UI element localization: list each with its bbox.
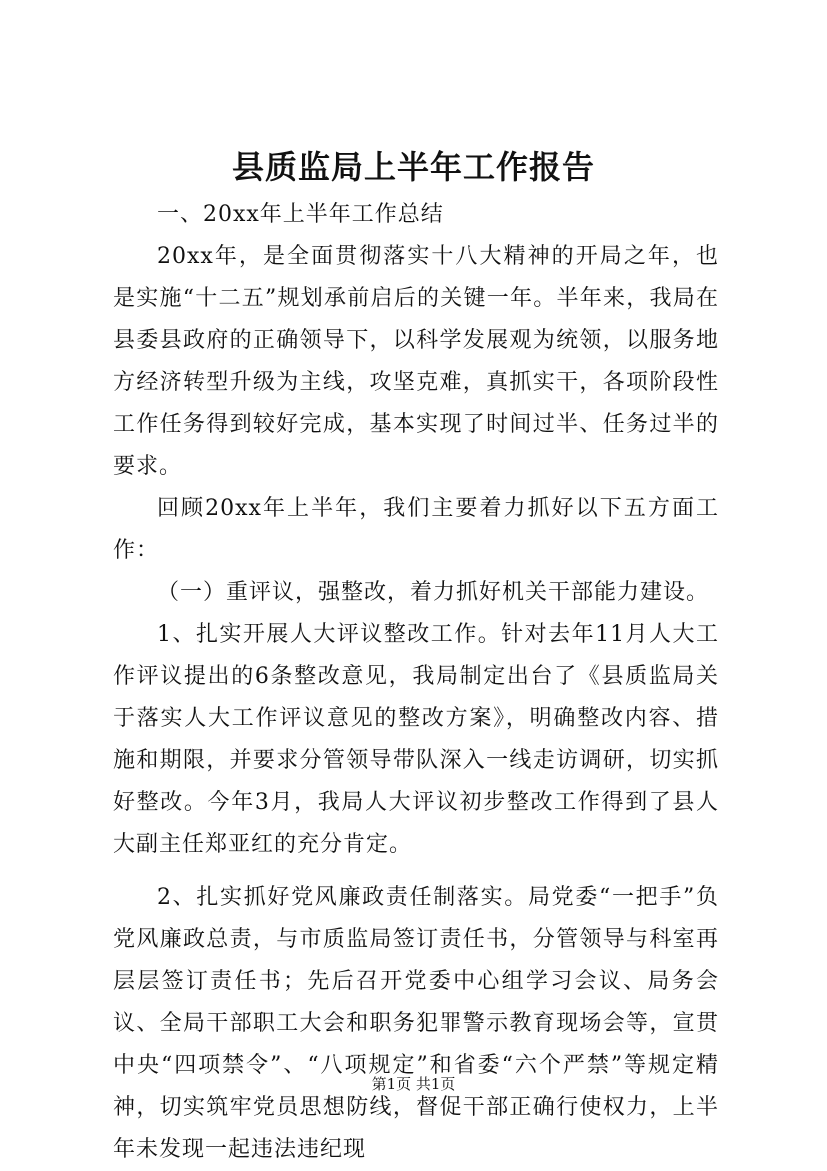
document-title: 县质监局上半年工作报告 xyxy=(231,148,595,186)
paragraph-item-1: 1、扎实开展人大评议整改工作。针对去年11月人大工作评议提出的6条整改意见，我局制定出台了《县质监局关于落实人大工作评议意见的整改方案》，明确整改内容、措施和期限，并要求分管领导带队深入一线走访调研，切实抓好整改。今年3月，我局人大评议初步整改工作得到了县人大副主任郑亚红的充分肯定。 xyxy=(113,622,719,857)
paragraph-intro: 20xx年，是全面贯彻落实十八大精神的开局之年，也是实施“十二五”规划承前启后的关键一年。半年来，我局在县委县政府的正确领导下，以科学发展观为统领，以服务地方经济转型升级为主线，攻坚克难，真抓实干，各项阶段性工作任务得到较好完成，基本实现了时间过半、任务过半的要求。 xyxy=(113,244,719,479)
section-heading: 一、20xx年上半年工作总结 xyxy=(157,202,444,227)
subsection-heading: （一）重评议，强整改，着力抓好机关干部能力建设。 xyxy=(157,580,710,605)
document-body xyxy=(113,194,719,1171)
paragraph-review: 回顾20xx年上半年，我们主要着力抓好以下五方面工作： xyxy=(113,496,719,563)
page-footer: 第1页 共1页 xyxy=(371,1075,456,1093)
paragraph-item-2: 2、扎实抓好党风廉政责任制落实。局党委“一把手”负党风廉政总责，与市质监局签订责任书，分管领导与科室再层层签订责任书；先后召开党委中心组学习会议、局务会议、全局干部职工大会和职务犯罪警示教育现场会等，宣贯中央“四项禁令”、“八项规定”和省委“六个严禁”等规定精神，切实筑牢党员思想防线，督促干部正确行使权力，上半年未发现一起违法违纪现 xyxy=(113,885,719,1162)
